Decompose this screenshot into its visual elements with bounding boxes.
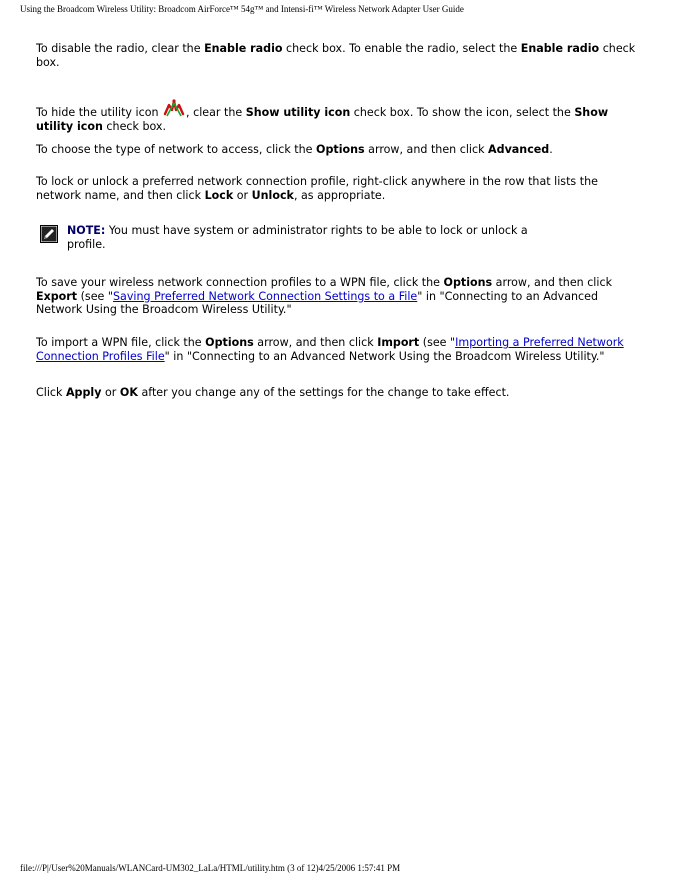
bold-term: Options — [316, 143, 365, 156]
paragraph-export — [36, 276, 642, 317]
text: You must have system or administrator rights to be able to lock or unlock a profile. — [67, 224, 528, 251]
text: To import a WPN file, click the — [36, 336, 206, 349]
bold-term: Show utility icon — [36, 106, 609, 133]
text: (see " — [419, 336, 456, 349]
text: To lock or unlock a preferred network connection profile, right-click anywhere in the row that lists the network name, and then click — [36, 175, 598, 202]
bold-term: Advanced — [488, 143, 550, 156]
paragraph-lock-unlock — [36, 175, 642, 202]
text: or — [101, 386, 120, 399]
bold-term: Enable radio — [204, 42, 283, 55]
text: Click — [36, 386, 66, 399]
running-footer: file:///P|/User%20Manuals/WLANCard-UM302_LaLa/HTML/utility.htm (3 of 12)4/25/2006 1:57:41 PM — [20, 863, 401, 873]
text: check box. To enable the radio, select the — [282, 42, 521, 55]
bold-term: Export — [36, 289, 78, 303]
text: arrow, and then click — [492, 276, 612, 289]
text: after you change any of the settings for the change to take effect. — [137, 386, 510, 399]
text: , clear the — [186, 106, 246, 119]
bold-term: Options — [443, 276, 493, 289]
bold-term: Lock — [204, 188, 234, 202]
bold-term: Unlock — [251, 188, 294, 202]
text: To disable the radio, clear the — [36, 42, 205, 55]
paragraph-import — [36, 336, 642, 363]
text: arrow, and then click — [253, 336, 378, 349]
bold-term: Enable radio — [520, 42, 600, 55]
text: To save your wireless network connection profiles to a WPN file, click the — [36, 276, 444, 289]
text: , as appropriate. — [293, 188, 386, 202]
paragraph-enable-radio — [36, 42, 642, 69]
text: (see " — [77, 289, 113, 303]
broadcom-utility-icon — [163, 97, 185, 119]
text: To choose the type of network to access, click the — [36, 143, 317, 156]
paragraph-network-type — [36, 143, 642, 157]
text: check box. — [102, 119, 167, 133]
bold-term: Apply — [65, 386, 102, 399]
bold-term: OK — [119, 386, 138, 399]
link-importing-profiles-file[interactable]: Importing a Preferred Network Connection Profiles File — [36, 336, 624, 363]
paragraph-show-utility-icon — [36, 97, 642, 133]
bold-term: Options — [205, 336, 254, 349]
note-pencil-icon — [40, 225, 58, 243]
text: check box. — [36, 42, 636, 69]
text: or — [233, 188, 252, 202]
note-label: NOTE: — [67, 224, 106, 237]
text: check box. To show the icon, select the — [350, 106, 575, 119]
text: " in "Connecting to an Advanced Network Using the Broadcom Wireless Utility." — [36, 289, 599, 317]
text: . — [549, 143, 553, 156]
text: " in "Connecting to an Advanced Network Using the Broadcom Wireless Utility." — [164, 349, 605, 363]
note-text — [67, 224, 557, 251]
bold-term: Import — [377, 336, 420, 349]
bold-term: Show utility icon — [245, 106, 351, 119]
link-saving-preferred-settings[interactable]: Saving Preferred Network Connection Settings to a File — [113, 289, 418, 303]
running-header: Using the Broadcom Wireless Utility: Broadcom AirForce™ 54g™ and Intensi-fi™ Wireless Network Adapter User Guide — [20, 4, 464, 14]
paragraph-apply-ok — [36, 386, 642, 400]
text: To hide the utility icon — [36, 106, 163, 119]
text: arrow, and then click — [364, 143, 489, 156]
